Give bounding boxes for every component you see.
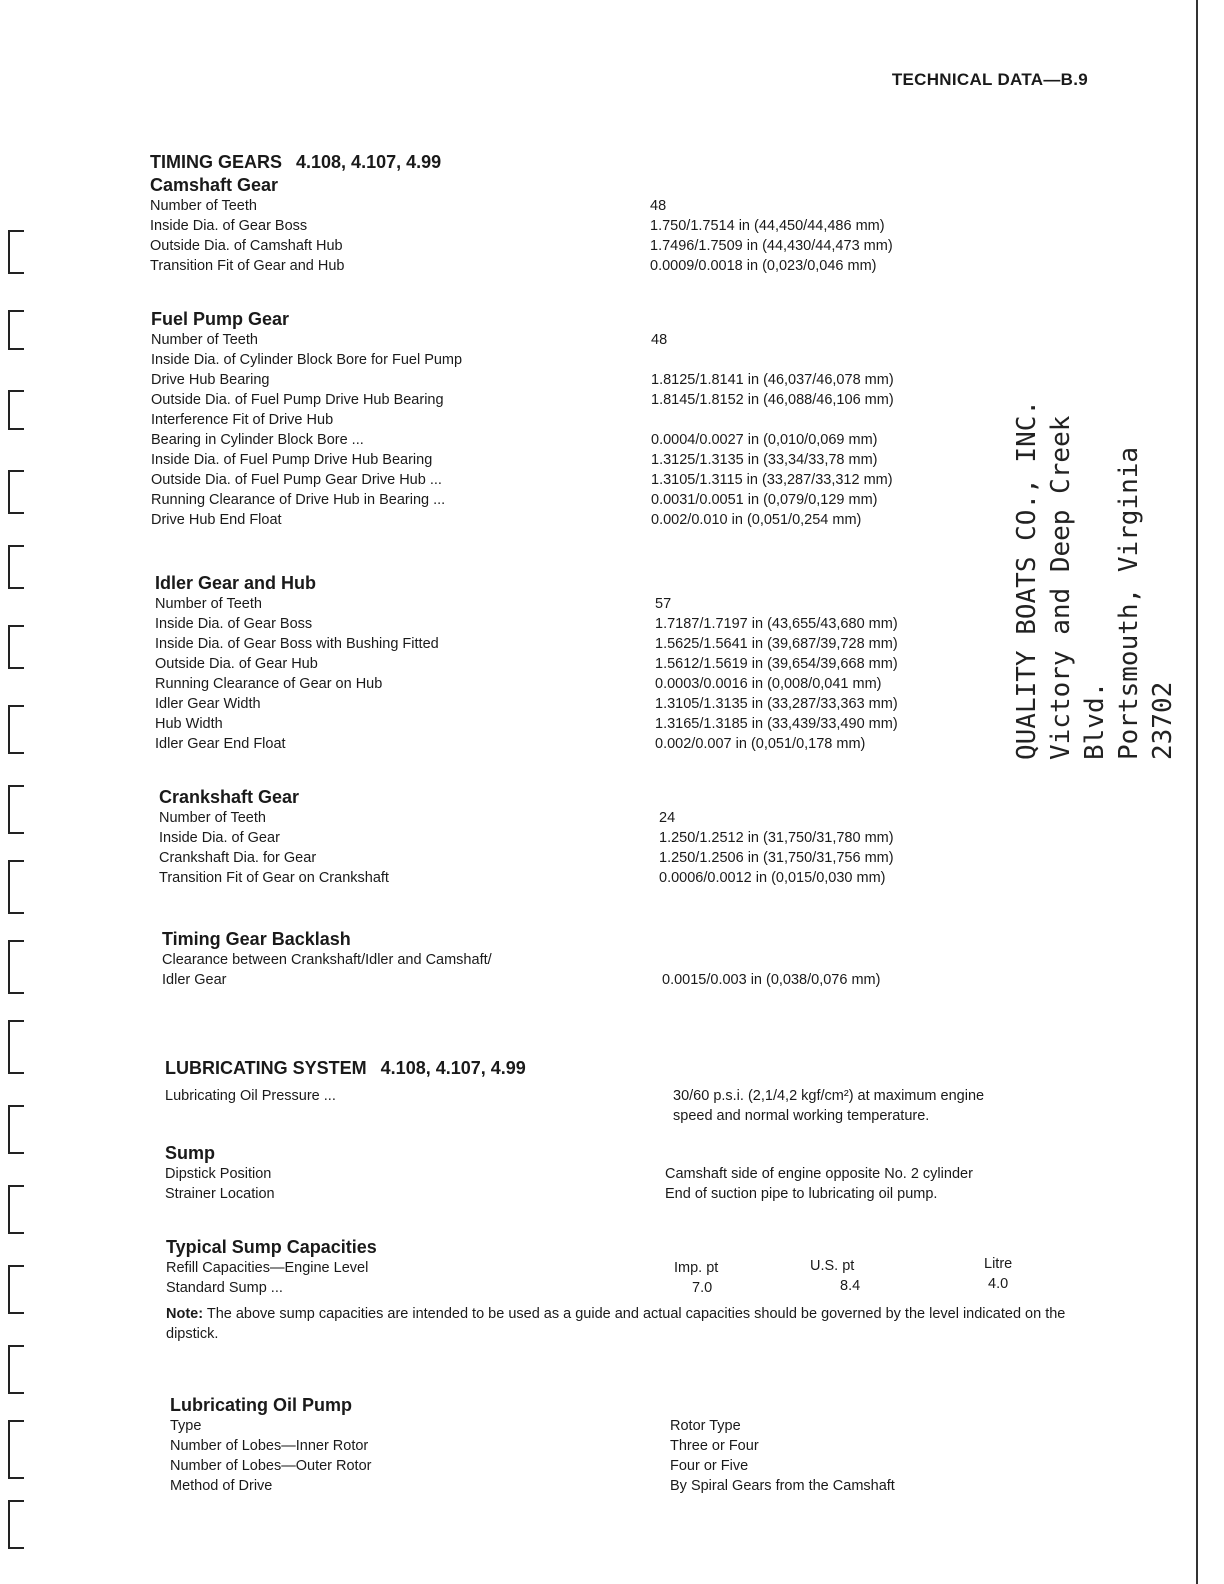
spec-row xyxy=(151,450,1151,470)
oil-pump-section xyxy=(170,1394,1170,1496)
spec-label: Number of Teeth xyxy=(150,198,257,214)
spec-row xyxy=(155,714,1155,734)
dealer-stamp xyxy=(1010,360,1178,760)
oil-pressure-value: 30/60 p.s.i. (2,1/4,2 kgf/cm²) at maximum engine speed and normal working temperature. xyxy=(673,1088,985,1124)
spec-row xyxy=(150,256,1150,276)
spec-row xyxy=(155,654,1155,674)
spec-value: 1.250/1.2512 in (31,750/31,780 mm) xyxy=(659,830,894,846)
crankshaft-gear-section xyxy=(159,786,1159,888)
fuel-pump-gear-heading: Fuel Pump Gear xyxy=(151,309,290,329)
refill-capacities-label: Refill Capacities—Engine Level xyxy=(166,1260,369,1276)
spec-label: Transition Fit of Gear and Hub xyxy=(150,258,345,274)
spec-value: 1.7496/1.7509 in (44,430/44,473 mm) xyxy=(650,238,893,254)
binding-mark xyxy=(8,545,24,589)
spec-value: By Spiral Gears from the Camshaft xyxy=(670,1478,895,1494)
spec-value: Rotor Type xyxy=(670,1418,741,1434)
spec-value: 1.7187/1.7197 in (43,655/43,680 mm) xyxy=(655,616,898,632)
spec-row xyxy=(155,594,1155,614)
spec-label: Strainer Location xyxy=(165,1186,275,1202)
spec-label: Number of Teeth xyxy=(155,596,262,612)
spec-row xyxy=(170,1416,1170,1436)
spec-value: 1.3105/1.3135 in (33,287/33,363 mm) xyxy=(655,696,898,712)
oil-pump-heading: Lubricating Oil Pump xyxy=(170,1395,353,1415)
binding-mark xyxy=(8,1185,24,1234)
spec-row xyxy=(151,330,1151,350)
spec-row xyxy=(165,1164,1165,1184)
timing-gears-models: 4.108, 4.107, 4.99 xyxy=(296,152,442,172)
spec-value: 48 xyxy=(651,332,668,348)
spec-value: Four or Five xyxy=(670,1458,749,1474)
col-us-pt: U.S. pt xyxy=(810,1258,855,1274)
spec-value: 1.3125/1.3135 in (33,34/33,78 mm) xyxy=(651,452,878,468)
idler-gear-section xyxy=(155,572,1155,754)
spec-label: Inside Dia. of Gear Boss xyxy=(150,218,308,234)
col-imp-pt: Imp. pt xyxy=(674,1260,719,1276)
spec-row xyxy=(155,734,1155,754)
camshaft-gear-table xyxy=(150,196,1150,276)
binding-mark xyxy=(8,860,24,914)
spec-row xyxy=(155,614,1155,634)
spec-label: Inside Dia. of Fuel Pump Drive Hub Bearing xyxy=(151,452,433,468)
spec-label: Method of Drive xyxy=(170,1478,273,1494)
spec-row xyxy=(150,236,1150,256)
page-header: TECHNICAL DATA—B.9 xyxy=(891,70,1088,89)
spec-label: Idler Gear End Float xyxy=(155,736,286,752)
val-imp-pt: 7.0 xyxy=(692,1280,713,1296)
binding-mark xyxy=(8,625,24,669)
spec-row xyxy=(151,490,1151,510)
spec-label: Number of Teeth xyxy=(159,810,266,826)
refill-capacities-row xyxy=(166,1258,1166,1278)
spec-row xyxy=(155,694,1155,714)
spec-label: Running Clearance of Drive Hub in Bearing ... xyxy=(151,492,446,508)
stamp-line-2: Victory and Deep Creek Blvd. xyxy=(1046,415,1110,760)
oil-pressure-row xyxy=(165,1086,1165,1126)
spec-row xyxy=(159,808,1159,828)
sump-section xyxy=(165,1142,1165,1204)
spec-label: Running Clearance of Gear on Hub xyxy=(155,676,383,692)
spec-value: 0.0004/0.0027 in (0,010/0,069 mm) xyxy=(651,432,878,448)
spec-row xyxy=(155,634,1155,654)
spec-label: Hub Width xyxy=(155,716,223,732)
spec-row xyxy=(151,470,1151,490)
spec-label: Crankshaft Dia. for Gear xyxy=(159,850,317,866)
spec-row xyxy=(151,410,1151,450)
spec-row xyxy=(151,510,1151,530)
spec-row xyxy=(151,390,1151,410)
oil-pump-table xyxy=(170,1416,1170,1496)
spec-value: 1.5625/1.5641 in (39,687/39,728 mm) xyxy=(655,636,898,652)
oil-pressure-label: Lubricating Oil Pressure ... xyxy=(165,1088,336,1104)
lubricating-system-models: 4.108, 4.107, 4.99 xyxy=(380,1058,526,1078)
binding-mark xyxy=(8,310,24,350)
binding-mark xyxy=(8,390,24,430)
spec-value: 1.8145/1.8152 in (46,088/46,106 mm) xyxy=(651,392,894,408)
note-text: The above sump capacities are intended to be used as a guide and actual capacities should be governed by the level indicated on the dipstick. xyxy=(166,1306,1066,1342)
timing-gears-heading xyxy=(150,150,1150,174)
binding-mark xyxy=(8,940,24,994)
spec-value: Camshaft side of engine opposite No. 2 cylinder xyxy=(665,1166,973,1182)
spec-label: Idler Gear Width xyxy=(155,696,261,712)
sump-heading: Sump xyxy=(165,1143,216,1163)
binding-mark xyxy=(8,1345,24,1394)
sump-capacities-heading: Typical Sump Capacities xyxy=(166,1237,377,1257)
lubricating-system-title: LUBRICATING SYSTEM xyxy=(165,1058,367,1078)
standard-sump-label: Standard Sump ... xyxy=(166,1280,283,1296)
backlash-section xyxy=(162,928,1162,990)
lubricating-system-heading xyxy=(165,1056,1165,1080)
spec-label: Number of Teeth xyxy=(151,332,258,348)
spec-label: Interference Fit of Drive Hub Bearing in Cylinder Block Bore ... xyxy=(151,412,364,448)
timing-gears-section xyxy=(150,150,1150,276)
spec-label: Number of Lobes—Outer Rotor xyxy=(170,1458,372,1474)
spec-label: Drive Hub End Float xyxy=(151,512,282,528)
spec-label: Number of Lobes—Inner Rotor xyxy=(170,1438,369,1454)
spec-row xyxy=(159,848,1159,868)
spec-label: Outside Dia. of Fuel Pump Gear Drive Hub ... xyxy=(151,472,442,488)
spec-label: Transition Fit of Gear on Crankshaft xyxy=(159,870,389,886)
crankshaft-gear-heading: Crankshaft Gear xyxy=(159,787,300,807)
spec-label: Inside Dia. of Gear xyxy=(159,830,280,846)
binding-mark xyxy=(8,230,24,274)
spec-row xyxy=(155,674,1155,694)
sump-capacities-section xyxy=(166,1236,1166,1344)
binding-mark xyxy=(8,1105,24,1154)
spec-label: Inside Dia. of Gear Boss xyxy=(155,616,313,632)
camshaft-gear-heading: Camshaft Gear xyxy=(150,175,279,195)
stamp-line-3: Portsmouth, Virginia 23702 xyxy=(1114,446,1178,760)
binding-mark xyxy=(8,1020,24,1074)
backlash-table xyxy=(162,950,1162,990)
spec-row xyxy=(159,828,1159,848)
binding-mark xyxy=(8,1420,24,1479)
binding-mark xyxy=(8,785,24,834)
binding-mark xyxy=(8,1265,24,1314)
spec-value: 1.250/1.2506 in (31,750/31,756 mm) xyxy=(659,850,894,866)
stamp-line-1: QUALITY BOATS CO., INC. xyxy=(1012,399,1042,760)
val-us-pt: 8.4 xyxy=(840,1278,861,1294)
spec-row xyxy=(150,216,1150,236)
spec-value: 0.0015/0.003 in (0,038/0,076 mm) xyxy=(662,972,881,988)
idler-gear-table xyxy=(155,594,1155,754)
spec-value: 0.0009/0.0018 in (0,023/0,046 mm) xyxy=(650,258,877,274)
spec-label: Dipstick Position xyxy=(165,1166,272,1182)
spec-value: 48 xyxy=(650,198,667,214)
spec-label: Outside Dia. of Fuel Pump Drive Hub Bearing xyxy=(151,392,444,408)
spec-value: 1.750/1.7514 in (44,450/44,486 mm) xyxy=(650,218,885,234)
spec-label: Clearance between Crankshaft/Idler and Camshaft/ Idler Gear xyxy=(162,952,492,988)
spec-value: 1.5612/1.5619 in (39,654/39,668 mm) xyxy=(655,656,898,672)
spec-row xyxy=(170,1456,1170,1476)
spec-value: 0.0006/0.0012 in (0,015/0,030 mm) xyxy=(659,870,886,886)
col-litre: Litre xyxy=(984,1256,1013,1272)
spec-value: 24 xyxy=(659,810,676,826)
spec-value: 0.002/0.007 in (0,051/0,178 mm) xyxy=(655,736,866,752)
spec-value: 1.3105/1.3115 in (33,287/33,312 mm) xyxy=(651,472,893,488)
fuel-pump-gear-section xyxy=(151,308,1151,530)
spec-label: Type xyxy=(170,1418,202,1434)
spec-value: 1.8125/1.8141 in (46,037/46,078 mm) xyxy=(651,372,894,388)
sump-table xyxy=(165,1164,1165,1204)
spec-row xyxy=(162,950,1162,990)
spec-row xyxy=(151,350,1151,390)
spec-value: 0.0031/0.0051 in (0,079/0,129 mm) xyxy=(651,492,878,508)
spec-row xyxy=(150,196,1150,216)
binding-mark xyxy=(8,705,24,754)
timing-gears-title: TIMING GEARS xyxy=(150,152,283,172)
spec-label: Inside Dia. of Cylinder Block Bore for Fuel Pump Drive Hub Bearing xyxy=(151,352,463,388)
spec-value: End of suction pipe to lubricating oil pump. xyxy=(665,1186,938,1202)
backlash-heading: Timing Gear Backlash xyxy=(162,929,351,949)
sump-capacities-table xyxy=(166,1258,1166,1298)
spec-value: Three or Four xyxy=(670,1438,759,1454)
spec-value: 0.002/0.010 in (0,051/0,254 mm) xyxy=(651,512,862,528)
spec-row xyxy=(159,868,1159,888)
crankshaft-gear-table xyxy=(159,808,1159,888)
fuel-pump-gear-table xyxy=(151,330,1151,530)
spec-label: Outside Dia. of Gear Hub xyxy=(155,656,318,672)
spec-value: 1.3165/1.3185 in (33,439/33,490 mm) xyxy=(655,716,898,732)
spec-row xyxy=(170,1436,1170,1456)
note-label: Note: xyxy=(166,1306,204,1322)
spec-label: Outside Dia. of Camshaft Hub xyxy=(150,238,343,254)
page-edge-line xyxy=(1196,0,1198,1584)
val-litre: 4.0 xyxy=(988,1276,1009,1292)
spec-row xyxy=(170,1476,1170,1496)
spec-label: Inside Dia. of Gear Boss with Bushing Fitted xyxy=(155,636,439,652)
capacities-note xyxy=(166,1304,1116,1344)
lubricating-system-section xyxy=(165,1056,1165,1126)
spec-row xyxy=(165,1184,1165,1204)
binding-mark xyxy=(8,1500,24,1549)
binding-mark xyxy=(8,470,24,514)
spec-value: 57 xyxy=(655,596,672,612)
spec-value: 0.0003/0.0016 in (0,008/0,041 mm) xyxy=(655,676,882,692)
idler-gear-heading: Idler Gear and Hub xyxy=(155,573,317,593)
standard-sump-row xyxy=(166,1278,1166,1298)
